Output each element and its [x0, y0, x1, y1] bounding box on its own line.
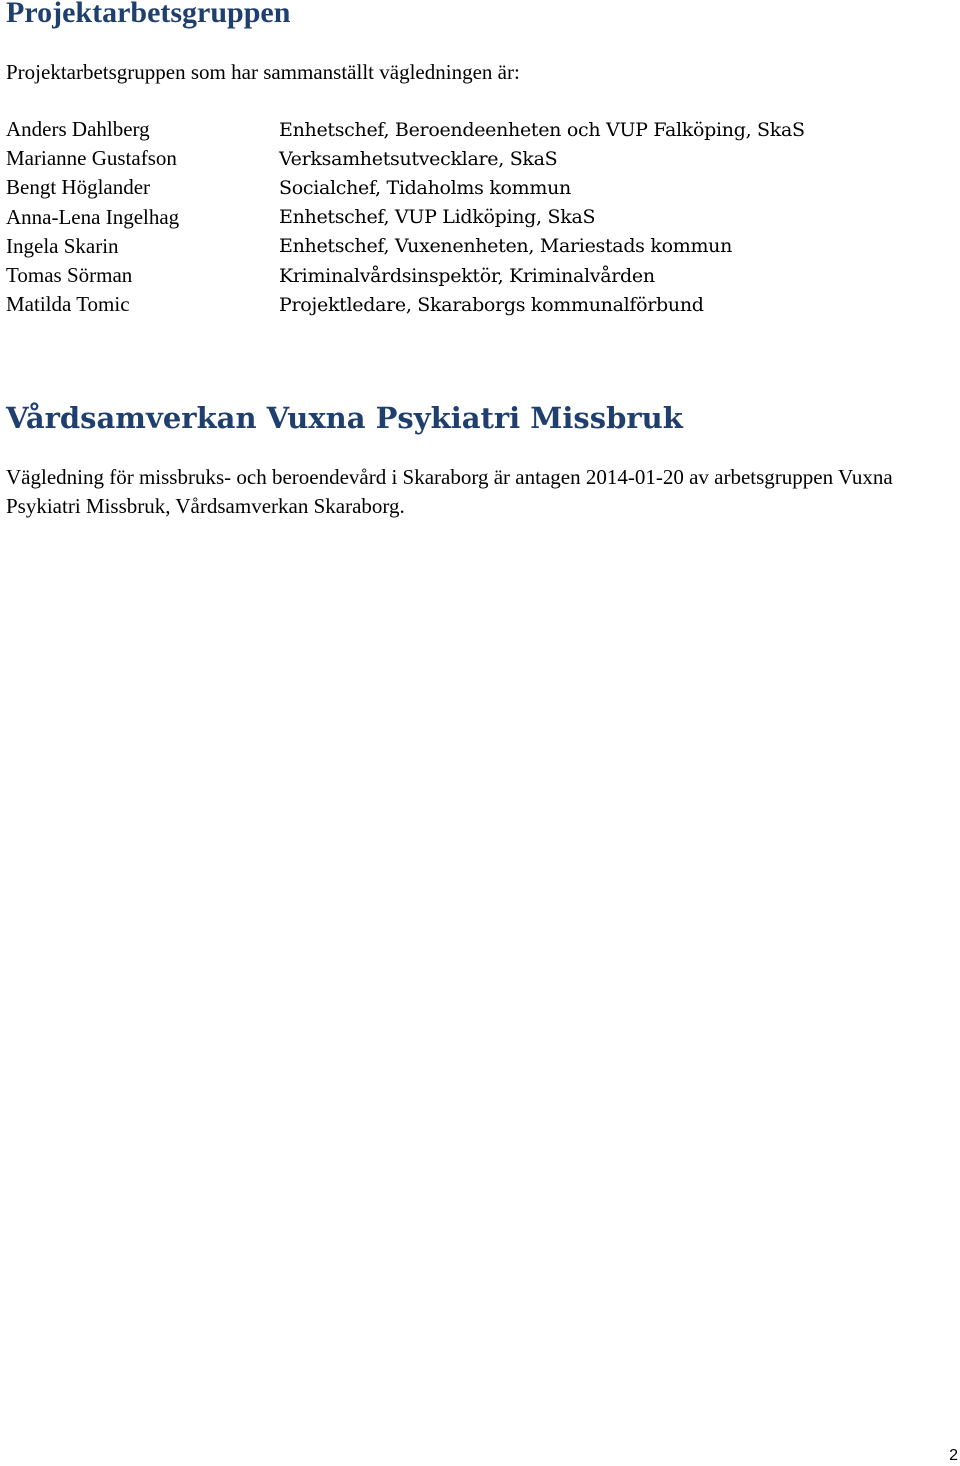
member-list: [6, 115, 805, 319]
member-row: [6, 115, 805, 144]
member-role: Verksamhetsutvecklare, SkaS: [279, 147, 558, 170]
section-title-vardsamverkan: Vårdsamverkan Vuxna Psykiatri Missbruk: [6, 401, 683, 435]
member-name: Bengt Höglander: [6, 175, 151, 200]
intro-text: Projektarbetsgruppen som har sammanställt vägledningen är:: [6, 60, 520, 84]
member-role: Socialchef, Tidaholms kommun: [279, 176, 571, 199]
member-name: Anders Dahlberg: [6, 117, 150, 142]
approval-text: Vägledning för missbruks- och beroendevård i Skaraborg är antagen 2014-01-20 av arbetsgruppen Vuxna Psykiatri Missbruk, Vårdsamverkan Skaraborg.: [6, 465, 893, 518]
member-role: Enhetschef, VUP Lidköping, SkaS: [279, 206, 596, 229]
member-name: Marianne Gustafson: [6, 146, 177, 171]
member-row: [6, 290, 805, 319]
member-role: Enhetschef, Vuxenenheten, Mariestads kommun: [279, 235, 733, 258]
member-row: [6, 232, 805, 261]
member-name: Anna-Lena Ingelhag: [6, 204, 180, 229]
section-title-projektarbetsgruppen: Projektarbetsgruppen: [6, 0, 291, 29]
member-role: Enhetschef, Beroendeenheten och VUP Falköping, SkaS: [279, 118, 805, 141]
member-name: Tomas Sörman: [6, 263, 133, 288]
member-row: [6, 173, 805, 202]
member-name: Ingela Skarin: [6, 233, 119, 258]
member-role: Kriminalvårdsinspektör, Kriminalvården: [279, 264, 655, 287]
member-row: [6, 144, 805, 173]
member-row: [6, 203, 805, 232]
member-row: [6, 261, 805, 290]
member-name: Matilda Tomic: [6, 292, 130, 317]
page-number: 2: [949, 1447, 958, 1464]
member-role: Projektledare, Skaraborgs kommunalförbund: [279, 293, 704, 316]
